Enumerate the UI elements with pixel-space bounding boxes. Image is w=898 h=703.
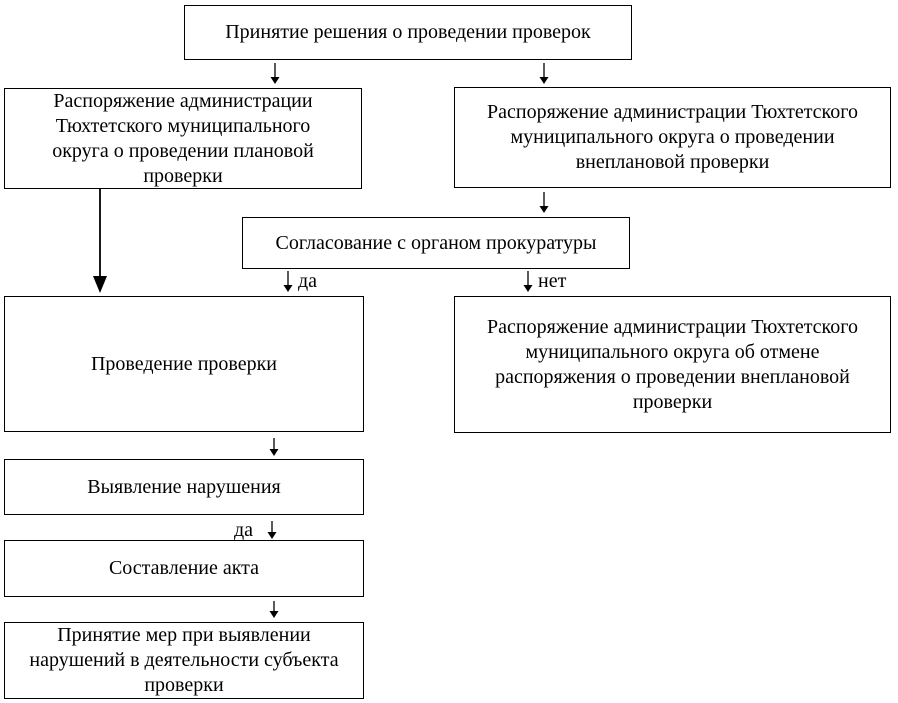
arrow-violation-yes-to-act: [268, 521, 277, 539]
box-decision: [184, 5, 632, 60]
box-planned-order: [4, 88, 362, 189]
box-cancel-order: [454, 296, 891, 433]
branch-label-yes: да: [298, 270, 318, 292]
arrow-act-to-measures: [270, 601, 279, 618]
arrow-decision-to-planned: [271, 63, 280, 84]
box-unplanned-order: [454, 87, 891, 188]
arrow-approval-yes: [284, 271, 293, 292]
arrow-approval-no: [524, 271, 533, 292]
box-unplanned-order-text: Распоряжение администрации Тюхтетского муниципального округа о проведении внеплановой проверки: [487, 101, 858, 173]
box-decision-text: Принятие решения о проведении проверок: [225, 21, 591, 43]
box-measures: [4, 622, 364, 699]
arrow-unplanned-to-approval: [540, 192, 549, 213]
box-cancel-order-text: Распоряжение администрации Тюхтетского муниципального округа об отмене распоряжения о проведении внеплановой проверки: [487, 315, 858, 413]
box-conduct-inspection: [4, 296, 364, 432]
branch-label-yes-lower: да: [234, 519, 254, 541]
branch-label-no: нет: [538, 270, 567, 292]
box-prosecutor-approval: [242, 217, 630, 269]
box-measures-text: Принятие мер при выявлении нарушений в деятельности субъекта проверки: [29, 624, 339, 696]
box-conduct-inspection-text: Проведение проверки: [90, 352, 278, 375]
box-prosecutor-approval-text: Согласование с органом прокуратуры: [275, 231, 597, 254]
box-act-drafting: [4, 540, 364, 597]
arrow-planned-to-conduct: [93, 189, 107, 293]
box-violation-detection-text: Выявление нарушения: [87, 475, 281, 498]
arrow-conduct-to-violation: [270, 438, 279, 456]
box-planned-order-text: Распоряжение администрации Тюхтетского муниципального округа о проведении плановой проверки: [52, 89, 314, 187]
box-violation-detection: [4, 459, 364, 515]
box-act-drafting-text: Составление акта: [108, 557, 260, 579]
arrow-decision-to-unplanned: [540, 63, 549, 84]
